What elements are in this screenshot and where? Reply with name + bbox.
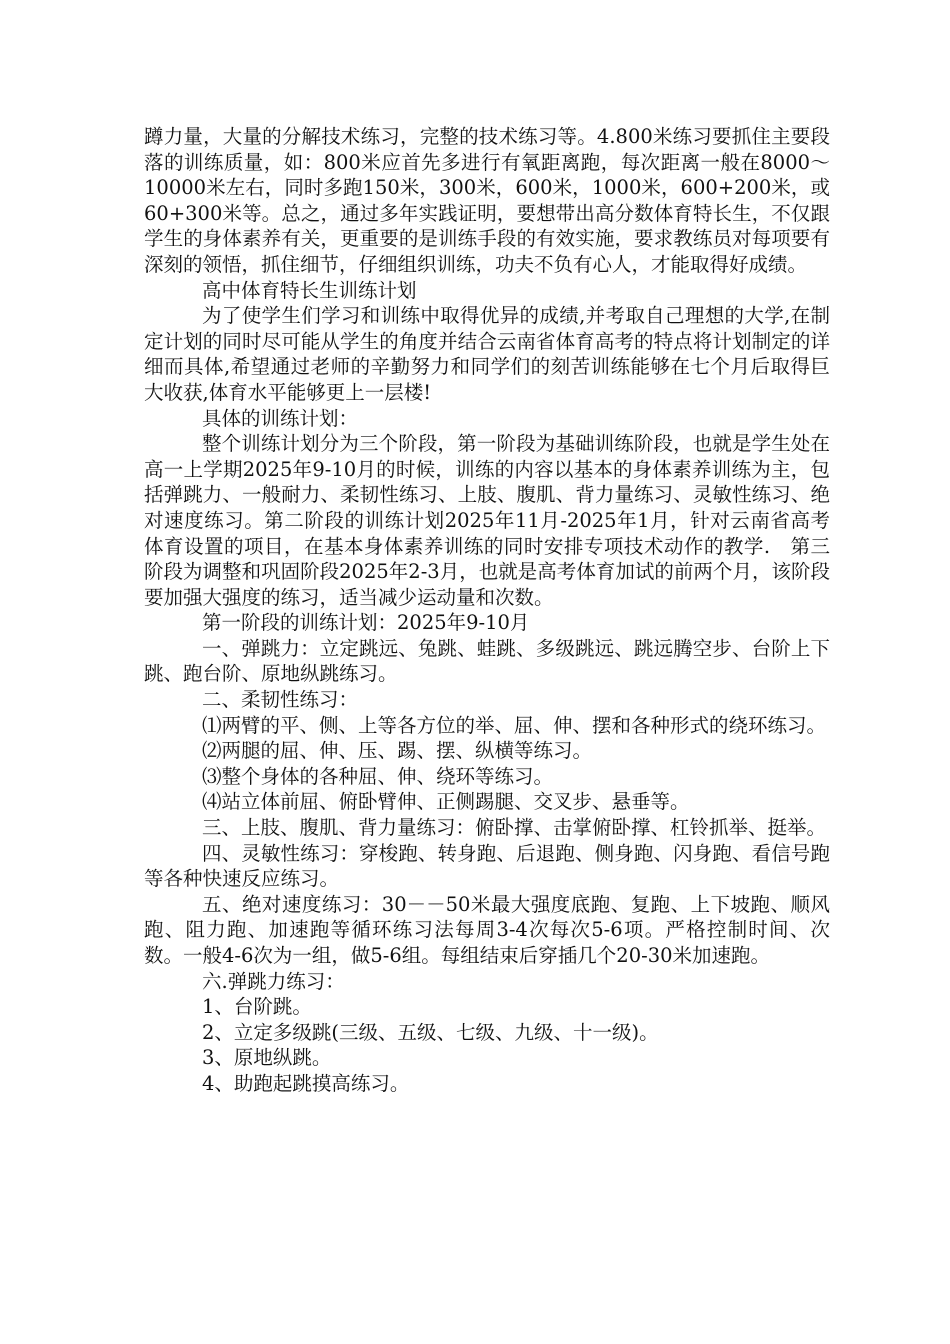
section-title-training-plan: 高中体育特长生训练计划 — [202, 278, 417, 302]
paragraph-stage-one-heading: 第一阶段的训练计划：2025年9-10月 — [202, 611, 530, 635]
list-item-jump-1: 1、台阶跳。 — [202, 995, 312, 1019]
paragraph-agility: 四、灵敏性练习：穿梭跑、转身跑、后退跑、侧身跑、闪身跑、看信号跑等各种快速反应练习。 — [144, 841, 830, 891]
list-item-jump-3: 3、原地纵跳。 — [202, 1046, 332, 1070]
list-item-flexibility-2: ⑵两腿的屈、伸、压、踢、摆、纵横等练习。 — [202, 739, 593, 763]
list-item-flexibility-1: ⑴两臂的平、侧、上等各方位的举、屈、伸、摆和各种形式的绕环练习。 — [202, 713, 827, 737]
paragraph-strength: 三、上肢、腹肌、背力量练习：俯卧撑、击掌俯卧撑、杠铃抓举、挺举。 — [202, 816, 827, 840]
paragraph-three-stages: 整个训练计划分为三个阶段，第一阶段为基础训练阶段，也就是学生处在高一上学期2025年9-10月的时候，训练的内容以基本的身体素养训练为主，包括弹跳力、一般耐力、柔韧性练习、上肢、腹肌、背力量练习、灵敏性练习、绝对速度练习。第二阶段的训练计划2025年11月-2025年1月，针对云南省高考体育设置的项目，在基本身体素养训练的同时安排专项技术动作的教学. 第三阶段为调整和巩固阶段2025年2-3月，也就是高考体育加试的前两个月，该阶段要加强大强度的练习，适当减少运动量和次数。 — [144, 432, 830, 609]
list-item-jump-2: 2、立定多级跳(三级、五级、七级、九级、十一级)。 — [202, 1020, 659, 1044]
paragraph-jumping-power: 一、弹跳力：立定跳远、兔跳、蛙跳、多级跳远、跳远腾空步、台阶上下跳、跑台阶、原地纵跳练习。 — [144, 636, 830, 686]
list-item-jump-4: 4、助跑起跳摸高练习。 — [202, 1071, 410, 1095]
list-item-flexibility-4: ⑷站立体前屈、俯卧臂伸、正侧踢腿、交叉步、悬垂等。 — [202, 790, 690, 814]
paragraph-plan-heading: 具体的训练计划： — [202, 406, 359, 430]
paragraph-flexibility-heading: 二、柔韧性练习： — [202, 688, 359, 712]
paragraph-speed: 五、绝对速度练习：30－－50米最大强度底跑、复跑、上下坡跑、顺风跑、阻力跑、加速跑等循环练习法每周3-4次每次5-6项。严格控制时间、次数。一般4-6次为一组，做5-6组。每组结束后穿插几个20-30米加速跑。 — [144, 892, 830, 967]
paragraph-intro: 为了使学生们学习和训练中取得优异的成绩,并考取自己理想的大学,在制定计划的同时尽可能从学生的角度并结合云南省体育高考的特点将计划制定的详细而具体,希望通过老师的辛勤努力和同学们的刻苦训练能够在七个月后取得巨大收获,体育水平能够更上一层楼! — [144, 304, 830, 404]
paragraph-800m-training: 蹲力量，大量的分解技术练习，完整的技术练习等。4.800米练习要抓住主要段落的训练质量，如：800米应首先多进行有氧距离跑，每次距离一般在8000～10000米左右，同时多跑150米，300米，600米，1000米，600+200米，或60+300米等。总之，通过多年实践证明，要想带出高分数体育特长生，不仅跟学生的身体素养有关，更重要的是训练手段的有效实施，要求教练员对每项要有深刻的领悟，抓住细节，仔细组织训练，功夫不负有心人，才能取得好成绩。 — [144, 125, 830, 276]
list-item-flexibility-3: ⑶整个身体的各种屈、伸、绕环等练习。 — [202, 764, 554, 788]
document-body — [144, 124, 830, 1097]
paragraph-jump-practice-heading: 六.弹跳力练习： — [202, 969, 345, 993]
